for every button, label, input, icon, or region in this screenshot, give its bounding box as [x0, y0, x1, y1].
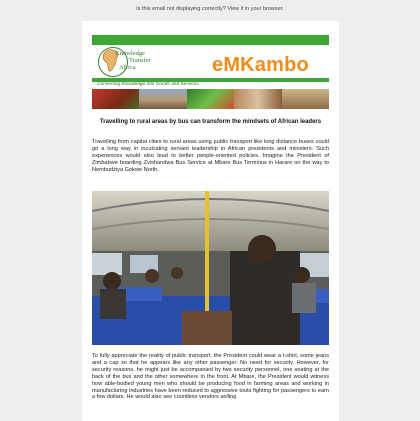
logo-line-1: Knowledge — [115, 50, 145, 57]
brand-title: eMKambo — [212, 54, 309, 76]
strip-photo-grain — [282, 89, 329, 109]
view-in-browser-link[interactable]: Is this email not displaying correctly? View it in your browser. — [136, 6, 284, 12]
preheader[interactable] — [0, 6, 420, 12]
logo-wordmark — [115, 50, 175, 71]
header-top-bar — [92, 35, 329, 45]
strip-photo-cattle — [139, 89, 186, 109]
strip-photo-greens — [187, 89, 234, 109]
strip-photo-market — [234, 89, 281, 109]
article-paragraph-2: To fully appreciate the reality of public transport, the President could wear a t-shirt, some jeans and a cap so that he appears like any other passenger. No need for security. However, for security reasons, he might just be accompanied by two security personnel, one seating at the back of the bus and the other somewhere in the front. At Mbare, the President would witness how able-bodied young men who should be producing food in farming areas and working in manufacturing industries have been reduced to aggressive touts fighting for passengers to earn a few dollars. He would also see countless vendors selling — [92, 353, 329, 401]
logo-line-2: Transfer — [129, 57, 151, 64]
email-card — [82, 21, 339, 421]
logo-line-3: Africa — [119, 64, 136, 71]
article-headline: Travelling to rural areas by bus can transform the mindsets of African leaders — [99, 119, 322, 125]
produce-photo-strip — [92, 89, 329, 109]
article-paragraph-1: Travelling from capital cities to rural areas using public transport like long distance buses could go a long way in inculcating servant leadership in African presidents and ministers. Such experiences would also lead to better people-oriented policies. Imagine the President of Zimbabwe boarding Zvishandwa Bus Service at Mbare Bus Terminus in Harare on the way to Nembudziya Gokwe North. — [92, 139, 329, 173]
bus-interior-photo — [92, 191, 329, 345]
strip-photo-tomatoes — [92, 89, 139, 109]
tagline: Converting Knowledge into Goods and Services — [97, 82, 199, 87]
